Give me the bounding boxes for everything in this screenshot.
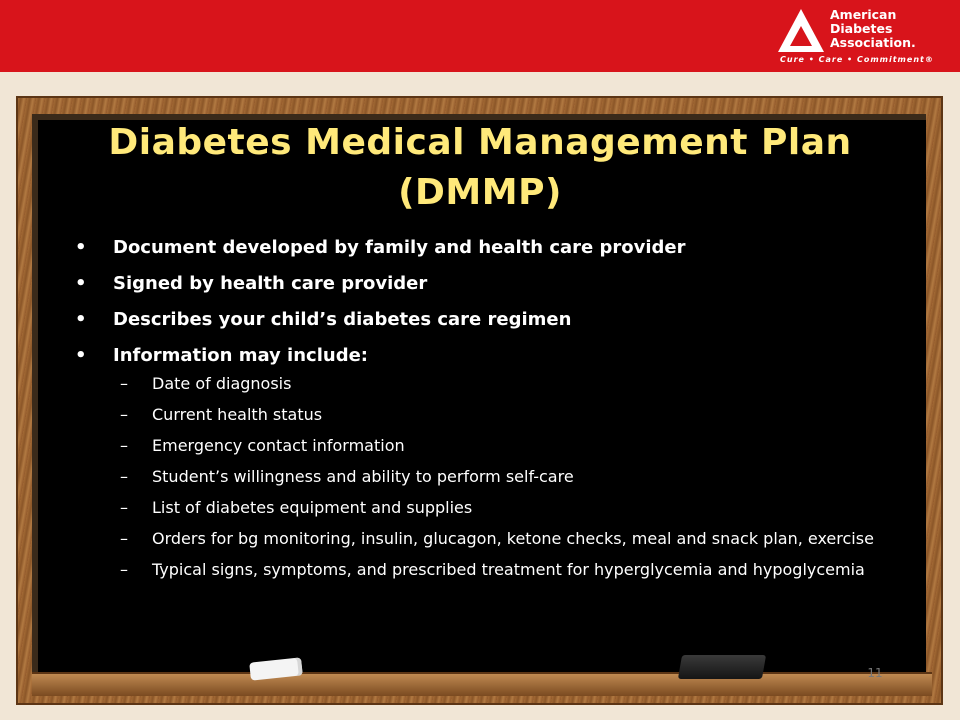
sub-bullet-text: List of diabetes equipment and supplies <box>152 498 473 517</box>
sub-bullet-item <box>120 436 880 455</box>
dash-glyph: – <box>120 374 128 393</box>
sub-bullet-item <box>120 405 880 424</box>
logo-wordmark <box>830 8 916 50</box>
slide-number: 11 <box>867 666 883 680</box>
slide-title <box>60 118 900 218</box>
slide-title-line-2: (DMMP) <box>398 172 562 213</box>
chalkboard-eraser <box>678 655 766 679</box>
bullet-item <box>75 272 875 308</box>
sub-bullet-item <box>120 467 880 486</box>
bullet-text: Document developed by family and health care provider <box>113 237 686 258</box>
triangle-logo-icon <box>776 6 826 56</box>
dash-glyph: – <box>120 529 128 548</box>
bullet-glyph: • <box>75 309 87 330</box>
dash-glyph: – <box>120 560 128 579</box>
bullet-text: Describes your child’s diabetes care regimen <box>113 309 572 330</box>
dash-glyph: – <box>120 436 128 455</box>
chalk-tray <box>32 672 932 696</box>
bullet-text: Information may include: <box>113 345 368 366</box>
dash-glyph: – <box>120 498 128 517</box>
bullet-glyph: • <box>75 273 87 294</box>
logo-line-2: Diabetes <box>830 21 893 36</box>
header-bar <box>0 0 960 72</box>
sub-bullet-text: Orders for bg monitoring, insulin, glucagon, ketone checks, meal and snack plan, exercise <box>152 529 874 548</box>
bullet-glyph: • <box>75 345 87 366</box>
logo-line-3: Association. <box>830 35 916 50</box>
dash-glyph: – <box>120 467 128 486</box>
sub-bullet-text: Typical signs, symptoms, and prescribed treatment for hyperglycemia and hypoglycemia <box>152 560 865 579</box>
bullet-item <box>75 308 875 344</box>
dash-glyph: – <box>120 405 128 424</box>
sub-bullet-item <box>120 560 880 579</box>
sub-bullet-item <box>120 529 880 548</box>
sub-bullet-item <box>120 374 880 393</box>
sub-bullet-text: Emergency contact information <box>152 436 405 455</box>
bullet-glyph: • <box>75 237 87 258</box>
sub-bullet-text: Current health status <box>152 405 323 424</box>
logo-tagline: Cure • Care • Commitment® <box>780 55 934 64</box>
bullet-list <box>75 236 875 380</box>
sub-bullet-text: Student’s willingness and ability to perform self-care <box>152 467 574 486</box>
sub-bullet-text: Date of diagnosis <box>152 374 292 393</box>
logo-line-1: American <box>830 7 897 22</box>
sub-bullet-item <box>120 498 880 517</box>
bullet-text: Signed by health care provider <box>113 273 428 294</box>
slide-title-line-1: Diabetes Medical Management Plan <box>108 122 852 163</box>
bullet-item <box>75 236 875 272</box>
sub-bullet-list <box>120 374 880 591</box>
ada-logo <box>776 6 936 66</box>
